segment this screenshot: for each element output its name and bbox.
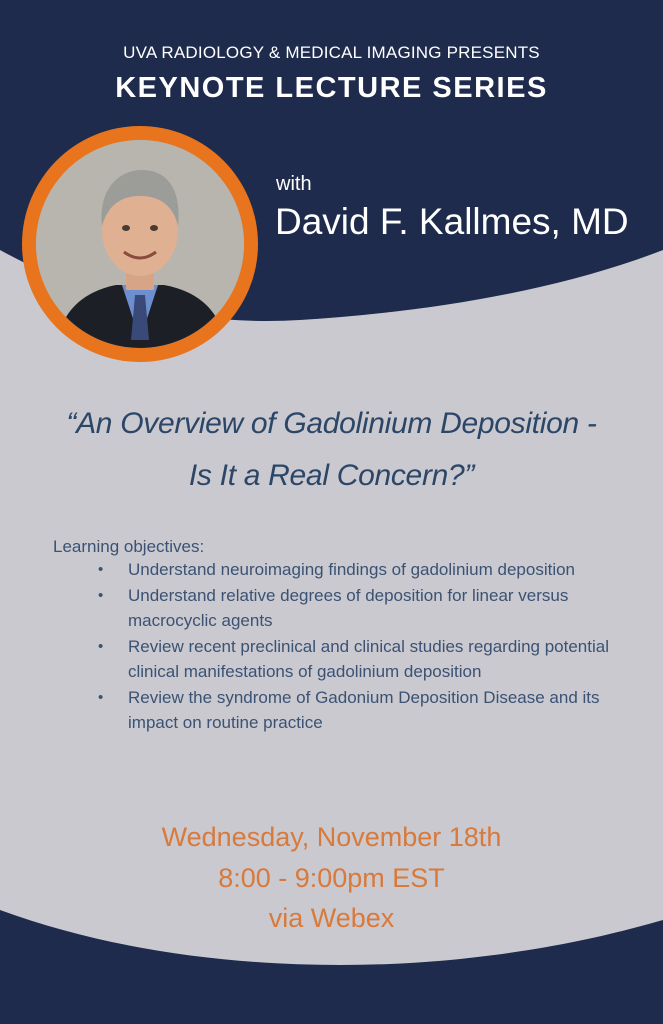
- objective-text: Review the syndrome of Gadonium Deposition Disease and its impact on routine practice: [128, 688, 600, 732]
- lecture-title-line-2: Is It a Real Concern?”: [188, 459, 475, 492]
- with-label: with: [276, 173, 312, 195]
- speaker-name: David F. Kallmes, MD: [275, 201, 629, 242]
- event-time: 8:00 - 9:00pm EST: [218, 863, 445, 893]
- speaker-photo-frame: [22, 126, 258, 362]
- bullet-icon: •: [98, 689, 104, 706]
- objective-item: [96, 557, 616, 582]
- presenter-line: UVA RADIOLOGY & MEDICAL IMAGING PRESENTS: [123, 43, 540, 62]
- objective-text: Understand neuroimaging findings of gadolinium deposition: [128, 560, 576, 579]
- objective-item: [96, 685, 616, 735]
- bullet-icon: •: [98, 587, 104, 604]
- speaker-photo: [36, 140, 244, 348]
- objective-item: [96, 583, 616, 633]
- series-title: KEYNOTE LECTURE SERIES: [115, 72, 548, 104]
- objectives-list: [96, 557, 616, 736]
- bullet-icon: •: [98, 561, 104, 578]
- objective-text: Review recent preclinical and clinical studies regarding potential clinical manifestations of gadolinium deposition: [128, 637, 609, 681]
- event-date: Wednesday, November 18th: [161, 822, 502, 852]
- objective-item: [96, 634, 616, 684]
- lecture-title-line-1: “An Overview of Gadolinium Deposition -: [66, 407, 597, 440]
- event-platform: via Webex: [268, 903, 395, 933]
- lecture-title: [20, 398, 643, 502]
- objectives-heading: Learning objectives:: [53, 537, 205, 556]
- bullet-icon: •: [98, 638, 104, 655]
- objective-text: Understand relative degrees of deposition for linear versus macrocyclic agents: [128, 586, 569, 630]
